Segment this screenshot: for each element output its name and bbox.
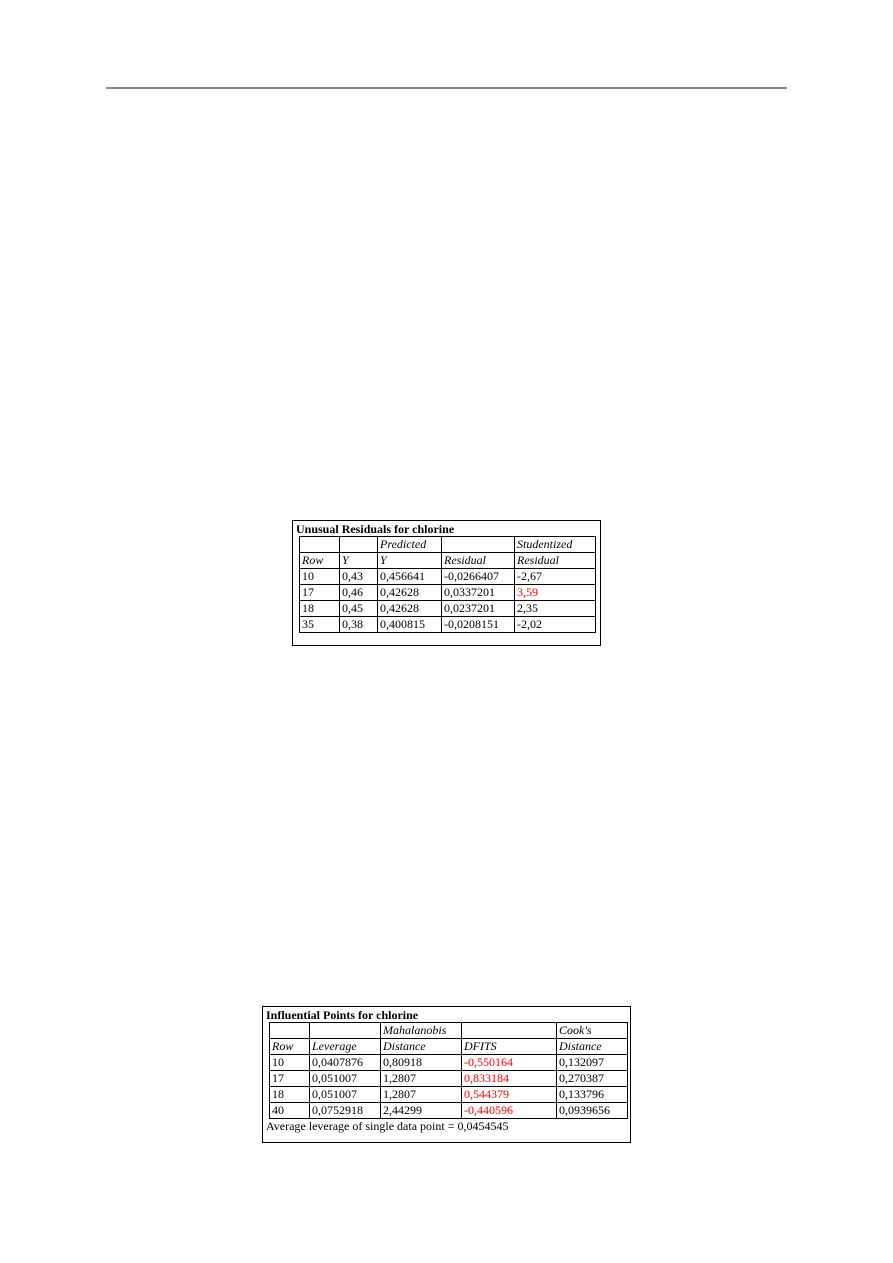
influence-header-cell: Cook's bbox=[557, 1023, 628, 1039]
influence-title: Influential Points for chlorine bbox=[266, 1008, 419, 1022]
table-cell: 0,270387 bbox=[557, 1071, 628, 1087]
table-cell: 17 bbox=[270, 1071, 310, 1087]
table-cell: 18 bbox=[300, 601, 340, 617]
table-cell: 0,0752918 bbox=[310, 1103, 381, 1119]
residuals-header-row-2 bbox=[300, 553, 596, 569]
table-cell: 0,42628 bbox=[378, 585, 442, 601]
table-row bbox=[300, 569, 596, 585]
highlighted-cell: -0,550164 bbox=[462, 1055, 557, 1071]
table-cell: 18 bbox=[270, 1087, 310, 1103]
table-cell: 1,2807 bbox=[381, 1087, 462, 1103]
residuals-header-row-1 bbox=[300, 537, 596, 553]
table-cell: 2,35 bbox=[515, 601, 596, 617]
residuals-header-cell: Residual bbox=[515, 553, 596, 569]
table-cell: 0,133796 bbox=[557, 1087, 628, 1103]
influence-header-cell bbox=[462, 1023, 557, 1039]
highlighted-cell: 3,59 bbox=[515, 585, 596, 601]
residuals-header-cell bbox=[442, 537, 515, 553]
table-cell: 0,0939656 bbox=[557, 1103, 628, 1119]
influential-points-panel bbox=[262, 1006, 631, 1143]
influence-header-cell: DFITS bbox=[462, 1039, 557, 1055]
table-cell: 17 bbox=[300, 585, 340, 601]
average-leverage-note: Average leverage of single data point = 0,0454545 bbox=[266, 1119, 509, 1133]
table-row bbox=[270, 1103, 628, 1119]
highlighted-cell: 0,833184 bbox=[462, 1071, 557, 1087]
table-cell: 0,051007 bbox=[310, 1071, 381, 1087]
highlighted-cell: 0,544379 bbox=[462, 1087, 557, 1103]
influence-header-cell: Distance bbox=[557, 1039, 628, 1055]
table-row bbox=[300, 601, 596, 617]
table-cell: -2,67 bbox=[515, 569, 596, 585]
table-cell: 10 bbox=[270, 1055, 310, 1071]
table-cell: 10 bbox=[300, 569, 340, 585]
residuals-header-cell: Studentized bbox=[515, 537, 596, 553]
table-cell: 0,0237201 bbox=[442, 601, 515, 617]
highlighted-cell: -0,440596 bbox=[462, 1103, 557, 1119]
residuals-header-cell: Residual bbox=[442, 553, 515, 569]
table-cell: 0,42628 bbox=[378, 601, 442, 617]
table-cell: 0,400815 bbox=[378, 617, 442, 633]
table-row bbox=[300, 585, 596, 601]
table-row bbox=[270, 1071, 628, 1087]
table-cell: 0,38 bbox=[340, 617, 378, 633]
residuals-header-cell: Y bbox=[378, 553, 442, 569]
table-cell: 0,132097 bbox=[557, 1055, 628, 1071]
residuals-title: Unusual Residuals for chlorine bbox=[296, 522, 455, 536]
page-header-rule bbox=[106, 87, 787, 89]
influence-header-cell bbox=[270, 1023, 310, 1039]
residuals-header-cell: Y bbox=[340, 553, 378, 569]
table-cell: 40 bbox=[270, 1103, 310, 1119]
table-cell: -2,02 bbox=[515, 617, 596, 633]
table-cell: 0,45 bbox=[340, 601, 378, 617]
table-cell: 35 bbox=[300, 617, 340, 633]
table-cell: 2,44299 bbox=[381, 1103, 462, 1119]
influence-header-cell: Mahalanobis bbox=[381, 1023, 462, 1039]
residuals-header-cell bbox=[300, 537, 340, 553]
residuals-header-cell: Row bbox=[300, 553, 340, 569]
table-cell: 0,43 bbox=[340, 569, 378, 585]
influence-header-row-1 bbox=[270, 1023, 628, 1039]
residuals-header-cell: Predicted bbox=[378, 537, 442, 553]
table-cell: 0,051007 bbox=[310, 1087, 381, 1103]
residuals-header-cell bbox=[340, 537, 378, 553]
table-cell: 0,456641 bbox=[378, 569, 442, 585]
influence-header-cell: Row bbox=[270, 1039, 310, 1055]
table-cell: 0,0407876 bbox=[310, 1055, 381, 1071]
influence-table bbox=[269, 1022, 628, 1119]
table-row bbox=[270, 1087, 628, 1103]
residuals-table bbox=[299, 536, 596, 633]
table-cell: 0,80918 bbox=[381, 1055, 462, 1071]
table-cell: 1,2807 bbox=[381, 1071, 462, 1087]
table-cell: 0,0337201 bbox=[442, 585, 515, 601]
table-row bbox=[300, 617, 596, 633]
influence-header-cell: Leverage bbox=[310, 1039, 381, 1055]
influence-header-row-2 bbox=[270, 1039, 628, 1055]
table-cell: -0,0208151 bbox=[442, 617, 515, 633]
table-cell: -0,0266407 bbox=[442, 569, 515, 585]
table-cell: 0,46 bbox=[340, 585, 378, 601]
unusual-residuals-panel bbox=[292, 520, 601, 646]
influence-header-cell bbox=[310, 1023, 381, 1039]
influence-header-cell: Distance bbox=[381, 1039, 462, 1055]
table-row bbox=[270, 1055, 628, 1071]
